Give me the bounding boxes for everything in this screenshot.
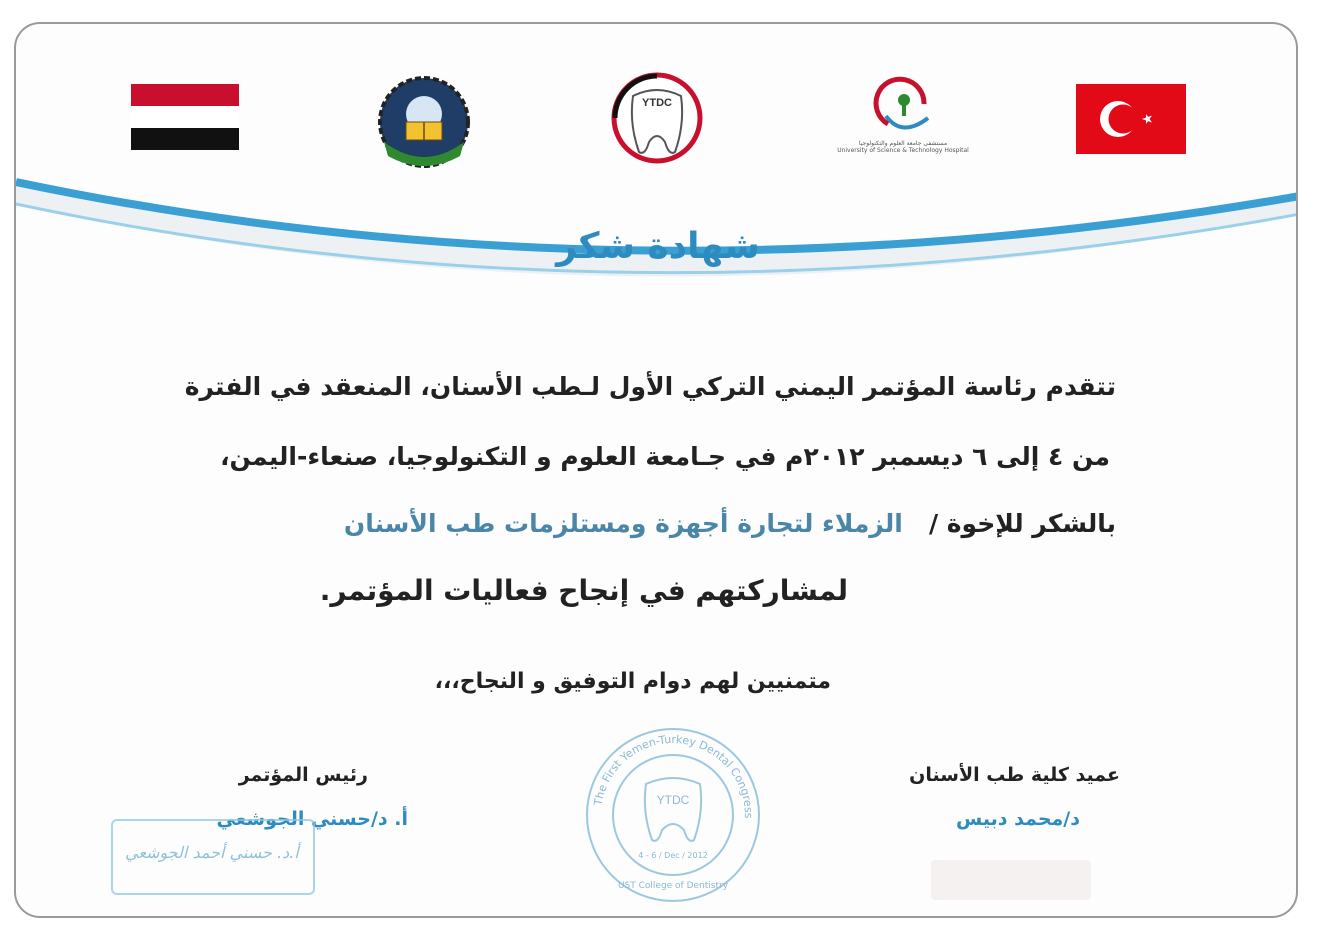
president-stamp-text: أ.د. حسني أحمد الجوشعي bbox=[125, 843, 299, 862]
body-line-1: تتقدم رئاسة المؤتمر اليمني التركي الأول لـطب الأسنان، المنعقد في الفترة bbox=[184, 372, 1116, 401]
dean-title: عميد كلية طب الأسنان bbox=[909, 764, 1120, 786]
hospital-caption-ar: مستشفى جامعة العلوم والتكنولوجيا bbox=[858, 140, 948, 147]
hospital-logo bbox=[828, 74, 978, 164]
hospital-caption-en: University of Science & Technology Hospital bbox=[837, 147, 969, 154]
seal-date: 4 - 6 / Dec / 2012 bbox=[638, 851, 708, 860]
body-line-3 bbox=[344, 509, 1116, 538]
hospital-emblem-icon bbox=[828, 74, 978, 140]
certificate-title: شهادة شكر bbox=[556, 226, 760, 267]
turkey-flag-icon bbox=[1076, 84, 1186, 154]
body-line-2: من ٤ إلى ٦ ديسمبر ٢٠١٢م في جـامعة العلوم و التكنولوجيا، صنعاء-اليمن، bbox=[220, 442, 1110, 471]
seal-center-text: YTDC bbox=[656, 793, 690, 807]
certificate-card bbox=[14, 22, 1298, 918]
seal-ring-text: The First Yemen-Turkey Dental Congress bbox=[591, 732, 756, 819]
congress-seal bbox=[582, 724, 764, 906]
yemen-flag-icon bbox=[131, 84, 239, 150]
president-stamp bbox=[111, 819, 315, 895]
president-name: أ. د/حسني الجوشعي bbox=[216, 808, 408, 830]
ytdc-logo bbox=[611, 72, 703, 164]
seal-bottom-text: UST College of Dentistry bbox=[617, 881, 729, 891]
closing-wishes: متمنيين لهم دوام التوفيق و النجاح،،، bbox=[434, 669, 831, 694]
thanks-prefix: بالشكر للإخوة / bbox=[928, 509, 1116, 538]
seal-icon bbox=[582, 724, 764, 906]
recipient-name: الزملاء لتجارة أجهزة ومستلزمات طب الأسنان bbox=[343, 509, 903, 538]
dean-name: د/محمد دبيس bbox=[956, 808, 1080, 830]
dean-stamp bbox=[931, 860, 1091, 900]
president-title: رئيس المؤتمر bbox=[238, 764, 368, 786]
ytdc-logo-text: YTDC bbox=[642, 97, 672, 109]
body-line-4: لمشاركتهم في إنجاح فعاليات المؤتمر. bbox=[319, 574, 848, 607]
university-emblem-icon bbox=[374, 72, 474, 172]
